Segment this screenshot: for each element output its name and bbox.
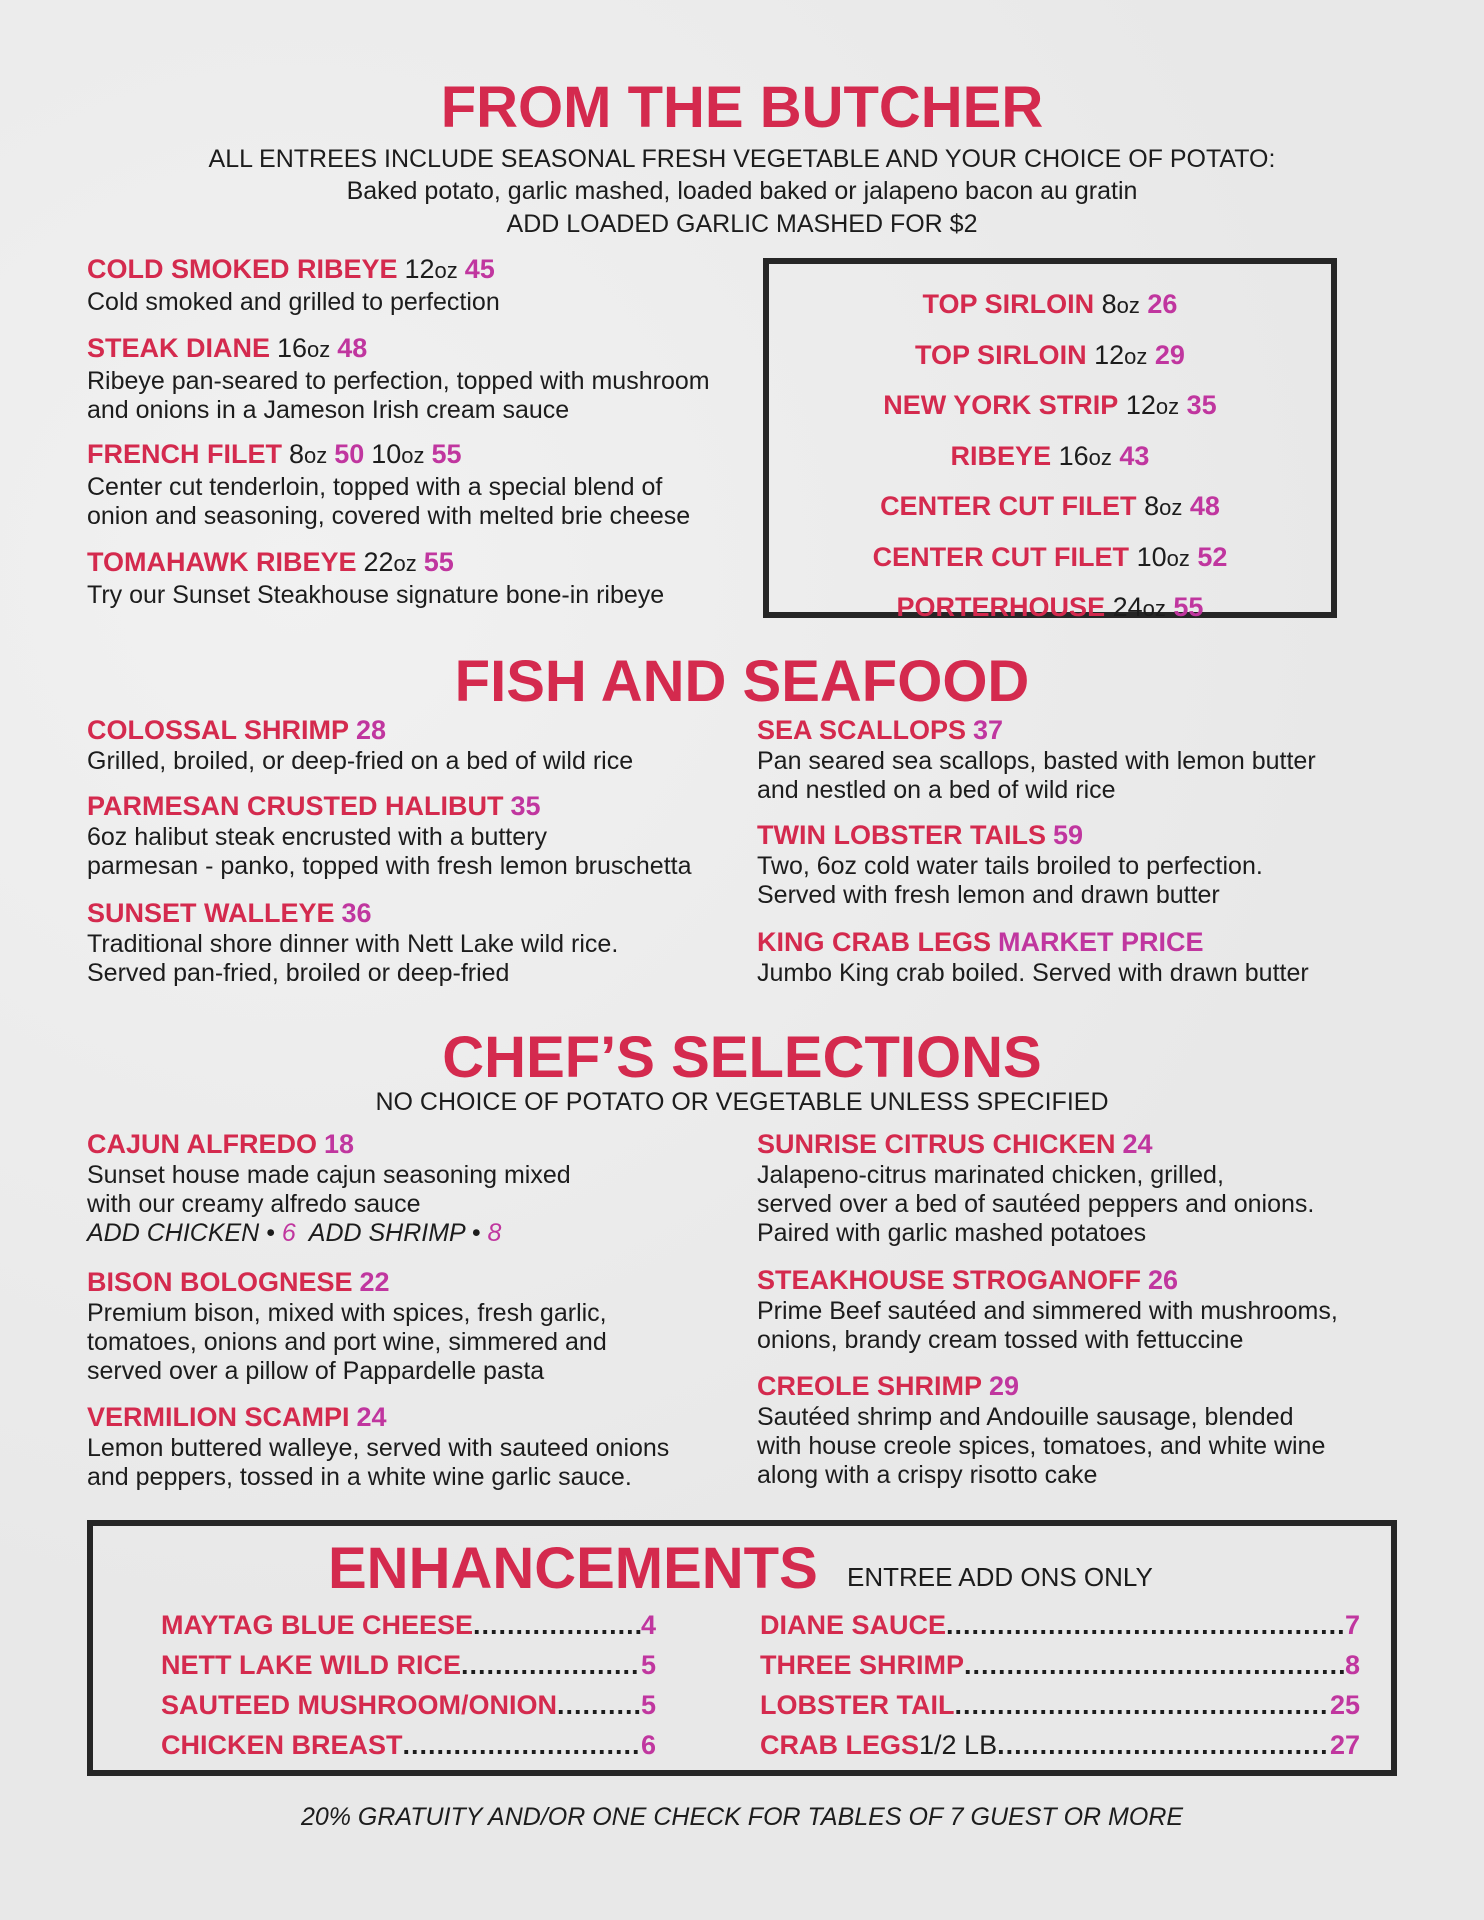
item-description: along with a crispy risotto cake: [757, 1461, 1098, 1489]
menu-item: [87, 1127, 571, 1248]
menu-item: [757, 1369, 1325, 1490]
item-description: served over a bed of sautéed peppers and onions.: [757, 1190, 1315, 1218]
steak-cut-row: RIBEYE 16oz 43: [950, 440, 1150, 471]
item-size: 8oz: [288, 439, 328, 469]
menu-item: [757, 713, 1316, 805]
item-description: tomatoes, onions and port wine, simmered and: [87, 1328, 607, 1356]
menu-item: [87, 1400, 669, 1492]
steak-cut-row: CENTER CUT FILET 8oz 48: [880, 491, 1220, 521]
item-price: 55: [423, 547, 454, 577]
item-name: BISON BOLOGNESE: [87, 1267, 353, 1297]
menu-item: [87, 545, 664, 610]
butcher-subtitle-2: Baked potato, garlic mashed, loaded baked or jalapeno bacon au gratin: [346, 177, 1138, 205]
item-price: 18: [323, 1129, 355, 1159]
enhancement-row: SAUTEED MUSHROOM/ONION ..... 5: [161, 1690, 656, 1730]
menu-item: [87, 1265, 607, 1386]
steak-cut-row: TOP SIRLOIN 8oz 26: [922, 289, 1178, 319]
item-description: with our creamy alfredo sauce: [87, 1190, 421, 1218]
item-size: 10oz: [371, 439, 425, 469]
steak-cut-row: PORTERHOUSE 24oz 55: [896, 592, 1204, 622]
menu-item: [757, 925, 1309, 988]
item-name: COLOSSAL SHRIMP: [87, 715, 350, 745]
item-name: FRENCH FILET: [87, 439, 282, 469]
item-price: 45: [464, 254, 495, 284]
item-description: Try our Sunset Steakhouse signature bone-in ribeye: [87, 581, 665, 609]
item-name: STEAKHOUSE STROGANOFF: [757, 1265, 1142, 1295]
item-description: Traditional shore dinner with Nett Lake wild rice.: [87, 930, 619, 958]
enhancement-row: CHICKEN BREAST ..... 6: [161, 1730, 656, 1770]
item-description: onion and seasoning, covered with melted brie cheese: [87, 502, 691, 530]
item-description: with house creole spices, tomatoes, and white wine: [757, 1432, 1326, 1460]
item-name: KING CRAB LEGS: [757, 927, 992, 957]
item-description: Served with fresh lemon and drawn butter: [757, 881, 1220, 909]
butcher-title: FROM THE BUTCHER: [440, 75, 1044, 140]
item-description: Grilled, broiled, or deep-fried on a bed of wild rice: [87, 747, 634, 775]
menu-item: [87, 331, 710, 425]
item-addons: ADD CHICKEN • 6 ADD SHRIMP • 8: [87, 1219, 502, 1247]
enhancements-subtitle: ENTREE ADD ONS ONLY: [847, 1562, 1153, 1592]
item-name: CAJUN ALFREDO: [87, 1129, 318, 1159]
item-description: served over a pillow of Pappardelle pasta: [87, 1357, 545, 1385]
item-description: Pan seared sea scallops, basted with lemon butter: [757, 747, 1316, 775]
item-name: CREOLE SHRIMP: [757, 1371, 983, 1401]
item-description: 6oz halibut steak encrusted with a buttery: [87, 823, 547, 851]
item-name: STEAK DIANE: [87, 333, 271, 363]
item-price: 50: [334, 439, 365, 469]
item-name: TWIN LOBSTER TAILS: [757, 820, 1046, 850]
item-description: Sautéed shrimp and Andouille sausage, blended: [757, 1403, 1294, 1431]
menu-item: [757, 1127, 1314, 1248]
item-description: Sunset house made cajun seasoning mixed: [87, 1161, 571, 1189]
item-description: Cold smoked and grilled to perfection: [87, 288, 500, 316]
item-description: and onions in a Jameson Irish cream sauce: [87, 396, 570, 424]
menu-item: [87, 896, 618, 988]
seafood-title: FISH AND SEAFOOD: [454, 649, 1030, 714]
item-name: TOMAHAWK RIBEYE: [87, 547, 357, 577]
menu-item: [757, 1263, 1338, 1355]
gratuity-notice: 20% GRATUITY AND/OR ONE CHECK FOR TABLES OF 7 GUEST OR MORE: [300, 1803, 1184, 1831]
item-description: Ribeye pan-seared to perfection, topped with mushroom: [87, 367, 710, 395]
item-description: Jumbo King crab boiled. Served with drawn butter: [757, 959, 1309, 987]
item-description: Two, 6oz cold water tails broiled to perfection.: [757, 852, 1263, 880]
steak-cut-row: TOP SIRLOIN 12oz 29: [915, 339, 1185, 370]
item-size: 22oz: [363, 547, 417, 577]
item-description: Premium bison, mixed with spices, fresh garlic,: [87, 1299, 607, 1327]
enhancement-row: THREE SHRIMP ..... 8: [760, 1650, 1360, 1690]
item-description: Jalapeno-citrus marinated chicken, grilled,: [757, 1161, 1224, 1189]
item-price: MARKET PRICE: [997, 927, 1204, 957]
item-name: SEA SCALLOPS: [757, 715, 967, 745]
item-description: onions, brandy cream tossed with fettuccine: [757, 1326, 1244, 1354]
chef-subtitle: NO CHOICE OF POTATO OR VEGETABLE UNLESS SPECIFIED: [375, 1088, 1109, 1116]
steak-cut-row: CENTER CUT FILET 10oz 52: [872, 541, 1228, 572]
enhancements-left-column: [161, 1610, 656, 1770]
item-price: 35: [510, 791, 541, 821]
item-price: 24: [356, 1402, 387, 1432]
steak-cuts-box: [763, 258, 1337, 622]
enhancement-row: NETT LAKE WILD RICE ..... 5: [161, 1650, 656, 1690]
item-name: PARMESAN CRUSTED HALIBUT: [87, 791, 504, 821]
item-description: Center cut tenderloin, topped with a special blend of: [87, 473, 663, 501]
menu-item: [87, 789, 692, 881]
item-size: 16oz: [276, 333, 331, 363]
chef-title: CHEF’S SELECTIONS: [442, 1025, 1042, 1090]
enhancements-right-column: [760, 1610, 1360, 1770]
item-name: VERMILION SCAMPI: [87, 1402, 350, 1432]
item-price: 24: [1122, 1129, 1153, 1159]
item-description: parmesan - panko, topped with fresh lemon bruschetta: [87, 852, 692, 880]
enhancement-row: MAYTAG BLUE CHEESE ..... 4: [161, 1610, 656, 1650]
item-price: 48: [337, 333, 368, 363]
item-description: Prime Beef sautéed and simmered with mushrooms,: [757, 1297, 1338, 1325]
item-price: 28: [355, 715, 387, 745]
item-price: 36: [341, 898, 372, 928]
item-name: SUNSET WALLEYE: [87, 898, 335, 928]
steak-cut-row: NEW YORK STRIP 12oz 35: [883, 390, 1217, 420]
butcher-subtitle-1: ALL ENTREES INCLUDE SEASONAL FRESH VEGETABLE AND YOUR CHOICE OF POTATO:: [208, 145, 1276, 173]
item-price: 26: [1147, 1265, 1179, 1295]
enhancement-row: CRAB LEGS 1/2 LB ..... 27: [760, 1730, 1360, 1770]
item-description: and nestled on a bed of wild rice: [757, 776, 1116, 804]
enhancements-title: ENHANCEMENTS: [328, 1536, 818, 1601]
item-size: 12oz: [404, 254, 458, 284]
item-description: Lemon buttered walleye, served with sauteed onions: [87, 1434, 670, 1462]
item-price: 55: [431, 439, 462, 469]
item-description: and peppers, tossed in a white wine garlic sauce.: [87, 1463, 632, 1491]
menu-item: [87, 252, 500, 317]
item-description: Paired with garlic mashed potatoes: [757, 1219, 1147, 1247]
item-name: SUNRISE CITRUS CHICKEN: [757, 1129, 1116, 1159]
menu-item: [757, 818, 1263, 910]
menu-item: [87, 437, 690, 531]
item-description: Served pan-fried, broiled or deep-fried: [87, 959, 510, 987]
item-name: COLD SMOKED RIBEYE: [87, 254, 398, 284]
item-price: 59: [1052, 820, 1083, 850]
item-price: 37: [972, 715, 1004, 745]
enhancement-row: DIANE SAUCE ..... 7: [760, 1610, 1360, 1650]
item-price: 22: [359, 1267, 390, 1297]
menu-item: [87, 713, 633, 776]
item-price: 29: [988, 1371, 1020, 1401]
butcher-subtitle-3: ADD LOADED GARLIC MASHED FOR $2: [506, 210, 978, 238]
enhancements-box: [87, 1520, 1397, 1776]
enhancement-row: LOBSTER TAIL ..... 25: [760, 1690, 1360, 1730]
